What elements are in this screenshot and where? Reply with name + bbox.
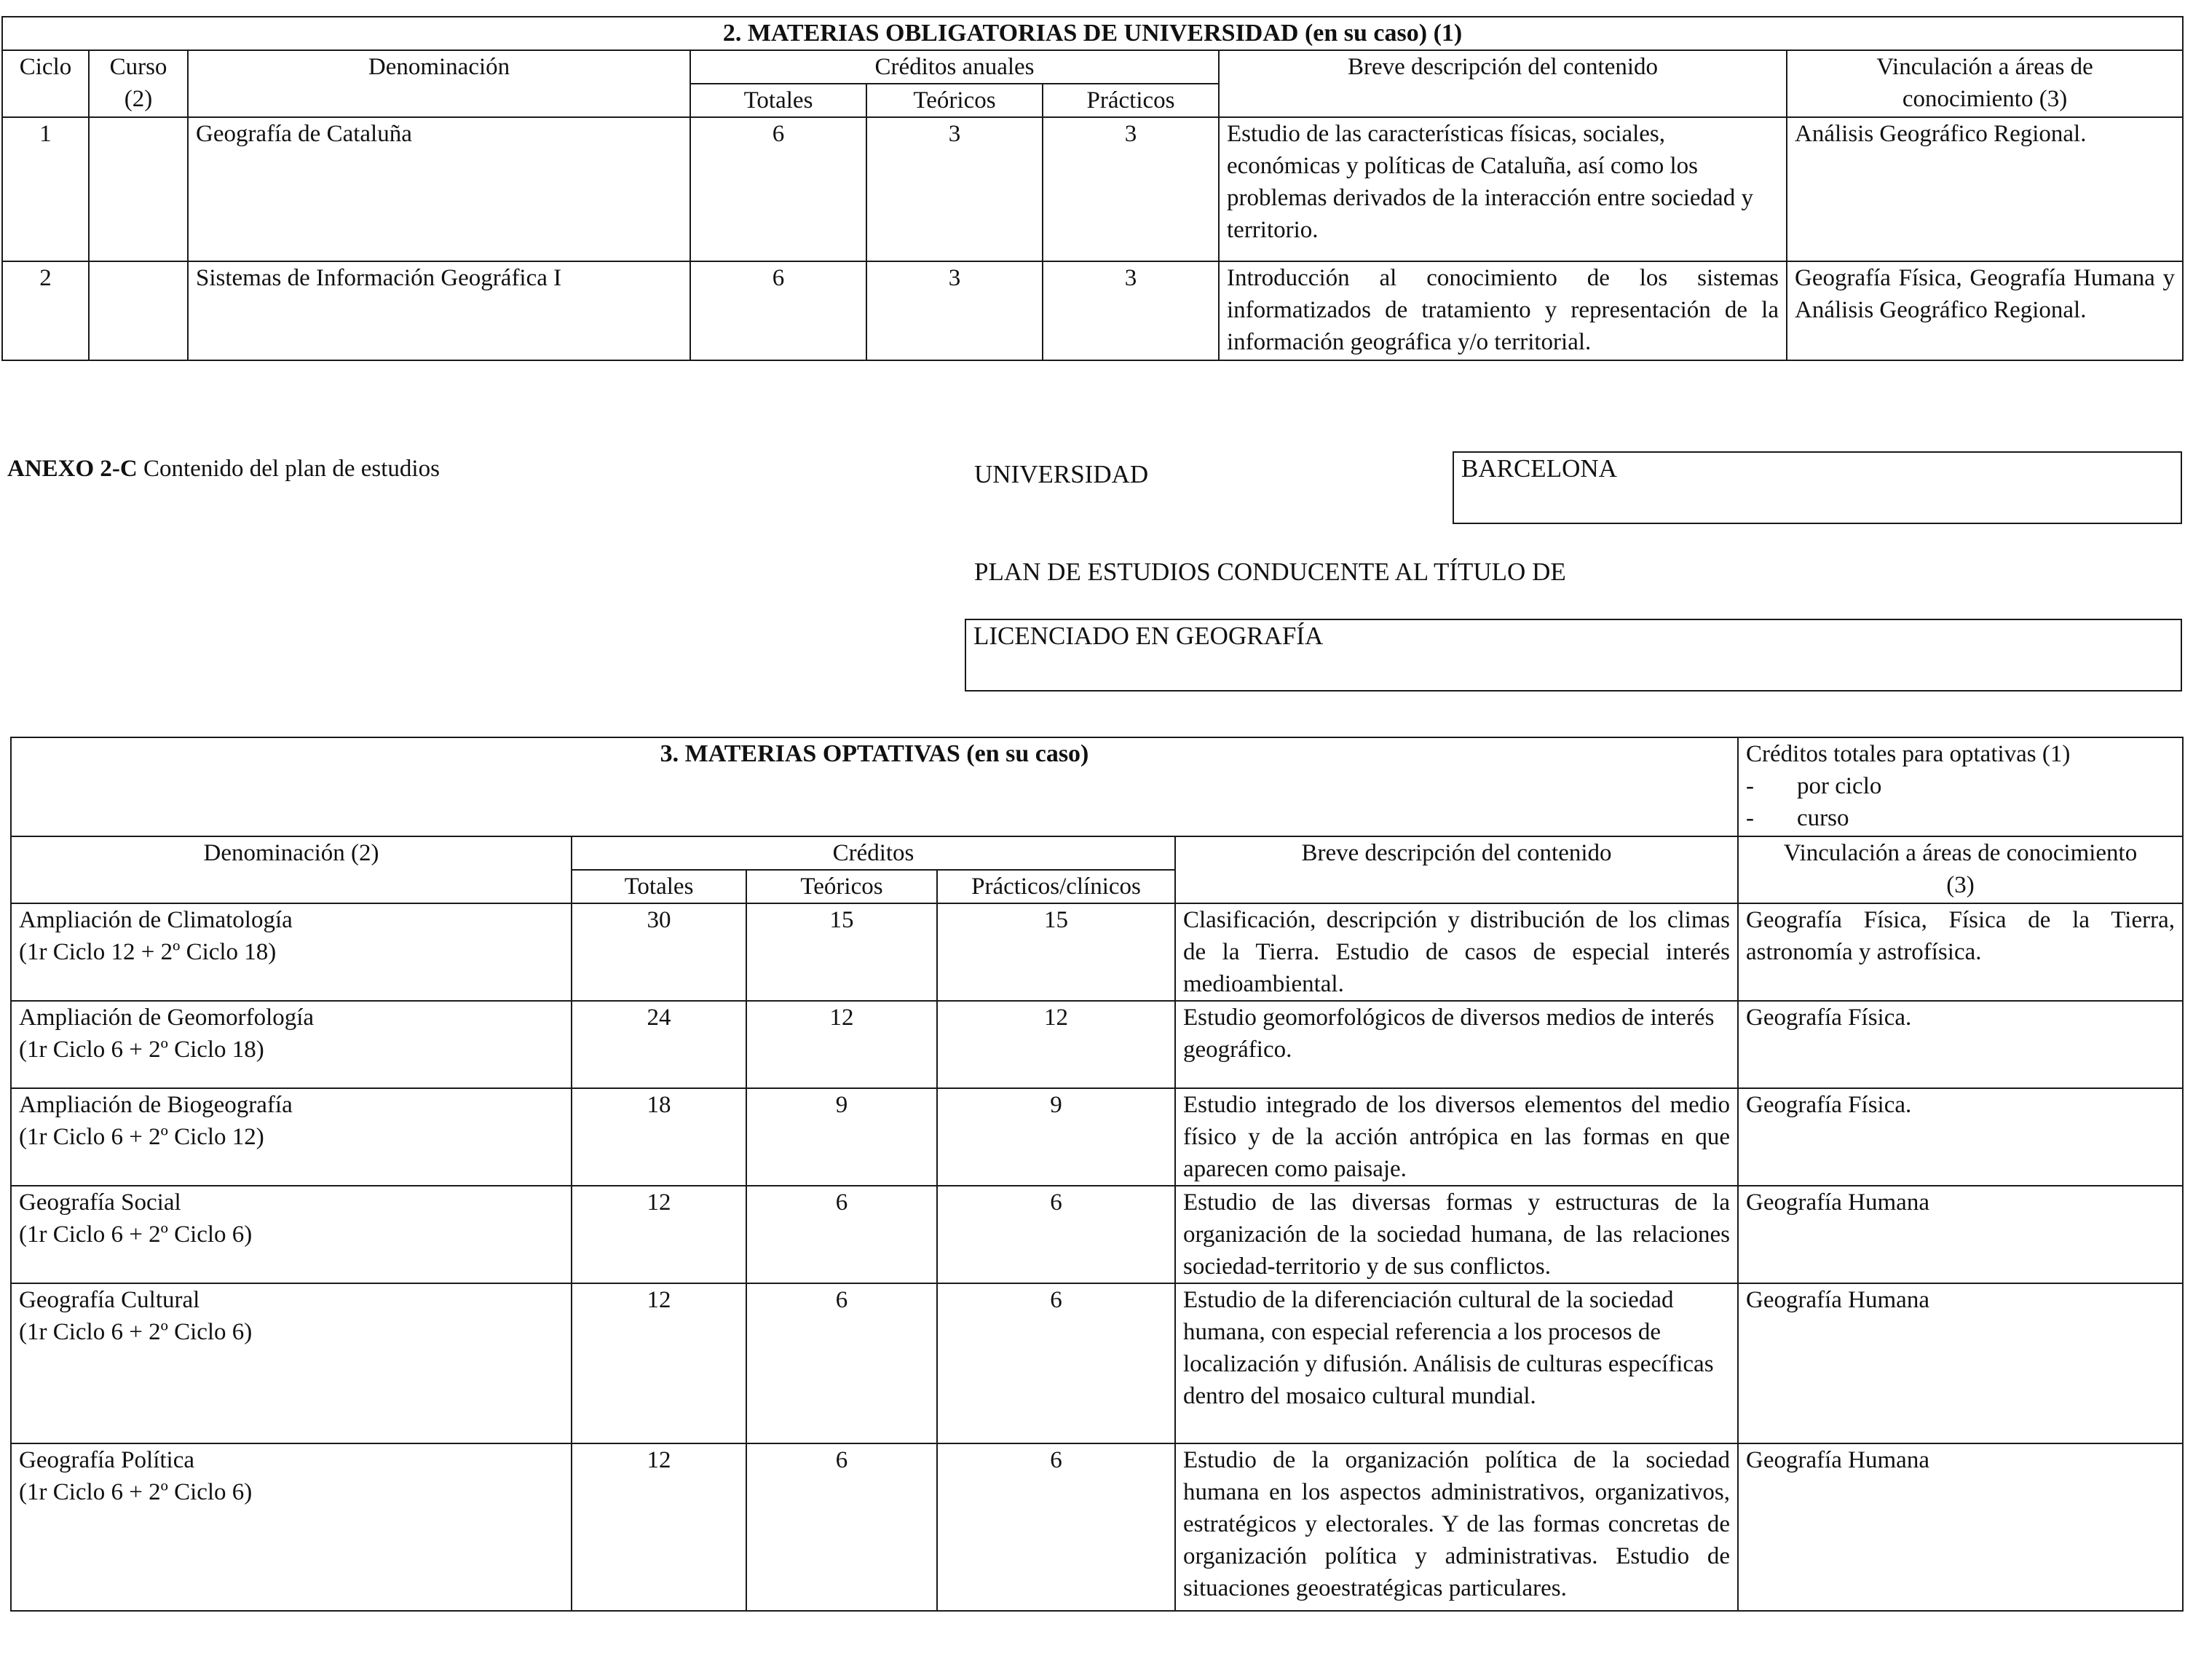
cell-vinculacion: Geografía Humana bbox=[1738, 1186, 2183, 1283]
creditos-optativas-cell bbox=[1738, 737, 2183, 836]
cell-totales: 6 bbox=[690, 261, 866, 360]
cell-vinculacion: Geografía Física, Geografía Humana y Análisis Geográfico Regional. bbox=[1787, 261, 2183, 360]
creditos-optativas-item: - curso bbox=[1746, 805, 1849, 831]
header-totales: Totales bbox=[572, 870, 746, 903]
cell-denominacion bbox=[11, 1186, 572, 1283]
table-row bbox=[11, 1283, 2183, 1443]
header-vinculacion bbox=[1787, 50, 2183, 117]
materia-ciclos: (1r Ciclo 6 + 2º Ciclo 12) bbox=[19, 1124, 264, 1150]
cell-denominacion: Sistemas de Información Geográfica I bbox=[188, 261, 690, 360]
cell-practicos: 6 bbox=[937, 1443, 1175, 1611]
cell-denominacion: Geografía de Cataluña bbox=[188, 117, 690, 261]
cell-practicos: 6 bbox=[937, 1186, 1175, 1283]
cell-totales: 18 bbox=[572, 1088, 746, 1186]
cell-totales: 12 bbox=[572, 1186, 746, 1283]
cell-denominacion bbox=[11, 903, 572, 1001]
header-denominacion: Denominación (2) bbox=[11, 836, 572, 903]
cell-teoricos: 3 bbox=[866, 117, 1043, 261]
cell-descripcion: Estudio integrado de los diversos elementos del medio físico y de la acción antrópica en las formas en que aparecen como paisaje. bbox=[1175, 1088, 1738, 1186]
cell-vinculacion: Análisis Geográfico Regional. bbox=[1787, 117, 2183, 261]
cell-vinculacion: Geografía Física. bbox=[1738, 1088, 2183, 1186]
universidad-label: UNIVERSIDAD bbox=[974, 460, 1149, 488]
universidad-value-box bbox=[1453, 451, 2182, 524]
header-descripcion: Breve descripción del contenido bbox=[1175, 836, 1738, 903]
header-curso-note: (2) bbox=[124, 86, 153, 112]
cell-teoricos: 12 bbox=[746, 1001, 937, 1088]
cell-descripcion: Clasificación, descripción y distribución de los climas de la Tierra. Estudio de casos de especial interés medioambiental. bbox=[1175, 903, 1738, 1001]
header-totales: Totales bbox=[690, 84, 866, 117]
cell-descripcion: Estudio de la diferenciación cultural de la sociedad humana, con especial referencia a los procesos de localización y difusión. Análisis de culturas específicas dentro del mosaico cultural mundial. bbox=[1175, 1283, 1738, 1443]
table-row bbox=[2, 261, 2183, 360]
header-practicos: Prácticos/clínicos bbox=[937, 870, 1175, 903]
table-title: 2. MATERIAS OBLIGATORIAS DE UNIVERSIDAD (en su caso) (1) bbox=[2, 17, 2183, 50]
cell-teoricos: 3 bbox=[866, 261, 1043, 360]
anexo-heading bbox=[7, 453, 440, 485]
header-denominacion: Denominación bbox=[188, 50, 690, 117]
cell-teoricos: 9 bbox=[746, 1088, 937, 1186]
cell-totales: 12 bbox=[572, 1443, 746, 1611]
materia-ciclos: (1r Ciclo 12 + 2º Ciclo 18) bbox=[19, 939, 277, 965]
cell-vinculacion: Geografía Física. bbox=[1738, 1001, 2183, 1088]
cell-descripcion: Introducción al conocimiento de los sistemas informatizados de tratamiento y representación de la información geográfica y/o territorial. bbox=[1219, 261, 1787, 360]
cell-denominacion bbox=[11, 1088, 572, 1186]
cell-practicos: 3 bbox=[1043, 117, 1219, 261]
header-descripcion: Breve descripción del contenido bbox=[1219, 50, 1787, 117]
header-curso-label: Curso bbox=[109, 54, 167, 80]
cell-practicos: 15 bbox=[937, 903, 1175, 1001]
anexo-code: ANEXO 2-C bbox=[7, 456, 138, 482]
cell-teoricos: 15 bbox=[746, 903, 937, 1001]
table-title: 3. MATERIAS OPTATIVAS (en su caso) bbox=[11, 737, 1738, 836]
cell-descripcion: Estudio de la organización política de la sociedad humana en los aspectos administrativos, organizativos, estratégicos y electorales. Y de las formas concretas de organización política y administrativas. Estudio de situaciones geoestratégicas particulares. bbox=[1175, 1443, 1738, 1611]
materia-nombre: Geografía Cultural bbox=[19, 1287, 200, 1313]
creditos-optativas-item: - por ciclo bbox=[1746, 773, 1882, 799]
materia-ciclos: (1r Ciclo 6 + 2º Ciclo 18) bbox=[19, 1037, 264, 1063]
cell-practicos: 12 bbox=[937, 1001, 1175, 1088]
cell-descripcion: Estudio de las diversas formas y estructuras de la organización de la sociedad humana, de las relaciones sociedad-territorio y de sus conflictos. bbox=[1175, 1186, 1738, 1283]
cell-denominacion bbox=[11, 1443, 572, 1611]
materia-nombre: Geografía Política bbox=[19, 1447, 194, 1473]
cell-curso bbox=[89, 117, 188, 261]
materias-optativas-table bbox=[10, 737, 2184, 1612]
table-row bbox=[2, 117, 2183, 261]
materia-ciclos: (1r Ciclo 6 + 2º Ciclo 6) bbox=[19, 1319, 253, 1345]
materia-nombre: Ampliación de Climatología bbox=[19, 907, 293, 933]
header-creditos-anuales: Créditos anuales bbox=[690, 50, 1219, 84]
table-row bbox=[11, 1001, 2183, 1088]
cell-descripcion: Estudio de las características físicas, sociales, económicas y políticas de Cataluña, así como los problemas derivados de la interacción entre sociedad y territorio. bbox=[1219, 117, 1787, 261]
cell-ciclo: 1 bbox=[2, 117, 89, 261]
cell-totales: 12 bbox=[572, 1283, 746, 1443]
header-ciclo: Ciclo bbox=[2, 50, 89, 117]
header-curso bbox=[89, 50, 188, 117]
header-creditos: Créditos bbox=[572, 836, 1175, 870]
titulo-value: LICENCIADO EN GEOGRAFÍA bbox=[973, 622, 1324, 650]
cell-practicos: 9 bbox=[937, 1088, 1175, 1186]
materia-nombre: Geografía Social bbox=[19, 1189, 181, 1216]
table-row bbox=[11, 1186, 2183, 1283]
materia-ciclos: (1r Ciclo 6 + 2º Ciclo 6) bbox=[19, 1479, 253, 1505]
table-row bbox=[11, 1088, 2183, 1186]
cell-descripcion: Estudio geomorfológicos de diversos medios de interés geográfico. bbox=[1175, 1001, 1738, 1088]
titulo-value-box bbox=[965, 619, 2182, 692]
header-vinculacion bbox=[1738, 836, 2183, 903]
table-row bbox=[11, 1443, 2183, 1611]
header-teoricos: Teóricos bbox=[866, 84, 1043, 117]
cell-teoricos: 6 bbox=[746, 1186, 937, 1283]
cell-denominacion bbox=[11, 1283, 572, 1443]
cell-teoricos: 6 bbox=[746, 1283, 937, 1443]
table-row bbox=[11, 903, 2183, 1001]
header-vinculacion-line1: Vinculación a áreas de bbox=[1876, 54, 2093, 80]
materia-nombre: Ampliación de Biogeografía bbox=[19, 1092, 293, 1118]
anexo-description: Contenido del plan de estudios bbox=[143, 456, 440, 482]
universidad-value: BARCELONA bbox=[1461, 454, 1617, 483]
header-practicos: Prácticos bbox=[1043, 84, 1219, 117]
cell-vinculacion: Geografía Física, Física de la Tierra, astronomía y astrofísica. bbox=[1738, 903, 2183, 1001]
cell-totales: 30 bbox=[572, 903, 746, 1001]
header-vinculacion-line2: (3) bbox=[1946, 872, 1975, 898]
materias-obligatorias-table bbox=[1, 16, 2184, 361]
cell-totales: 24 bbox=[572, 1001, 746, 1088]
header-vinculacion-line1: Vinculación a áreas de conocimiento bbox=[1783, 840, 2138, 866]
cell-teoricos: 6 bbox=[746, 1443, 937, 1611]
cell-curso bbox=[89, 261, 188, 360]
header-teoricos: Teóricos bbox=[746, 870, 937, 903]
creditos-optativas-heading: Créditos totales para optativas (1) bbox=[1746, 741, 2071, 767]
cell-denominacion bbox=[11, 1001, 572, 1088]
header-vinculacion-line2: conocimiento (3) bbox=[1902, 86, 2068, 112]
cell-ciclo: 2 bbox=[2, 261, 89, 360]
cell-practicos: 3 bbox=[1043, 261, 1219, 360]
cell-vinculacion: Geografía Humana bbox=[1738, 1283, 2183, 1443]
materia-ciclos: (1r Ciclo 6 + 2º Ciclo 6) bbox=[19, 1221, 253, 1248]
cell-practicos: 6 bbox=[937, 1283, 1175, 1443]
plan-label: PLAN DE ESTUDIOS CONDUCENTE AL TÍTULO DE bbox=[974, 558, 1566, 586]
cell-vinculacion: Geografía Humana bbox=[1738, 1443, 2183, 1611]
materia-nombre: Ampliación de Geomorfología bbox=[19, 1005, 315, 1031]
cell-totales: 6 bbox=[690, 117, 866, 261]
